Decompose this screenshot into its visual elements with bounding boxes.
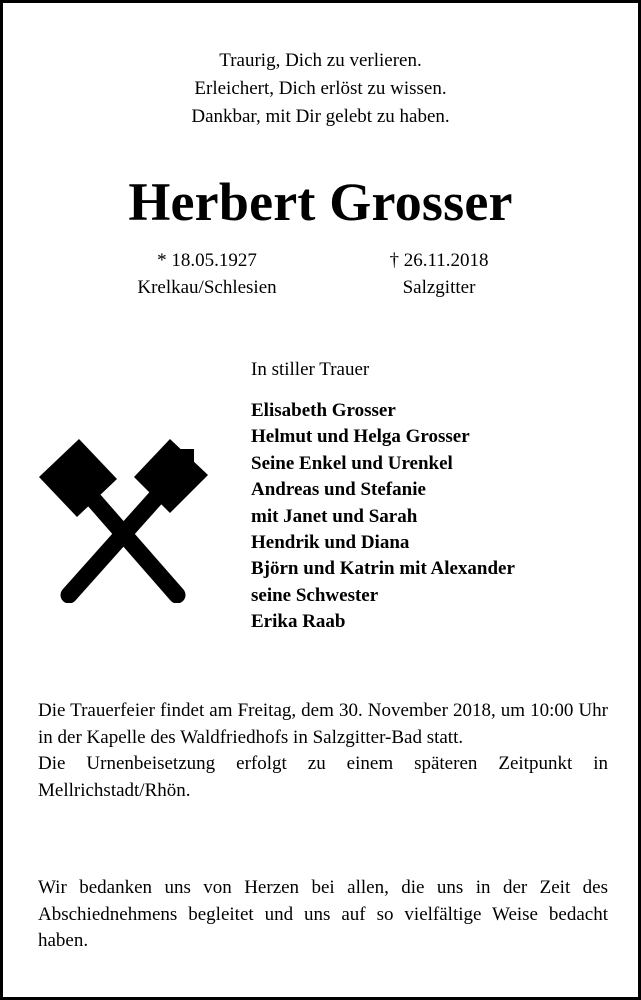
mourner-name: mit Janet und Sarah (251, 505, 418, 527)
mourner-name: Erika Raab (251, 611, 346, 633)
thanks-note (38, 875, 608, 955)
birth-info (107, 247, 307, 301)
birth-place: Krelkau/Schlesien (137, 277, 277, 298)
mourner-name: Elisabeth Grosser (251, 400, 396, 421)
motto-line: Traurig, Dich zu verlieren. (219, 50, 422, 71)
ceremony-text: Die Trauerfeier findet am Freitag, dem 30. November 2018, um 10:00 Uhr in der Kapelle des Waldfriedhofs in Salzgitter-Bad statt. (38, 700, 608, 748)
deceased-name: Herbert Grosser (128, 172, 513, 232)
motto (3, 47, 638, 131)
death-date: † 26.11.2018 (389, 250, 489, 271)
motto-line: Dankbar, mit Dir gelebt zu haben. (191, 106, 450, 127)
mourner-list (251, 398, 515, 636)
mourner-name: Helmut und Helga Grosser (251, 426, 470, 448)
mourning-heading: In stiller Trauer (251, 359, 370, 380)
mourner-name: Andreas und Stefanie (251, 479, 426, 501)
ceremony-info (38, 698, 608, 804)
mourner-name: seine Schwester (251, 584, 379, 606)
urn-burial-text: Die Urnenbeisetzung erfolgt zu einem späteren Zeitpunkt in Mellrichstadt/Rhön. (38, 753, 608, 801)
mourner-name: Hendrik und Diana (251, 532, 410, 554)
death-place: Salzgitter (402, 277, 476, 298)
thanks-text: Wir bedanken uns von Herzen bei allen, die uns in der Zeit des Abschiednehmens begleitet und uns auf so vielfältige Weise bedacht haben. (38, 877, 608, 951)
mourner-name: Björn und Katrin mit Alexander (251, 558, 515, 580)
mourner-name: Seine Enkel und Urenkel (251, 452, 453, 474)
birth-date: * 18.05.1927 (157, 250, 257, 271)
death-info (339, 247, 539, 301)
motto-line: Erleichert, Dich erlöst zu wissen. (194, 78, 447, 99)
hammer-and-pick-icon (39, 433, 209, 603)
